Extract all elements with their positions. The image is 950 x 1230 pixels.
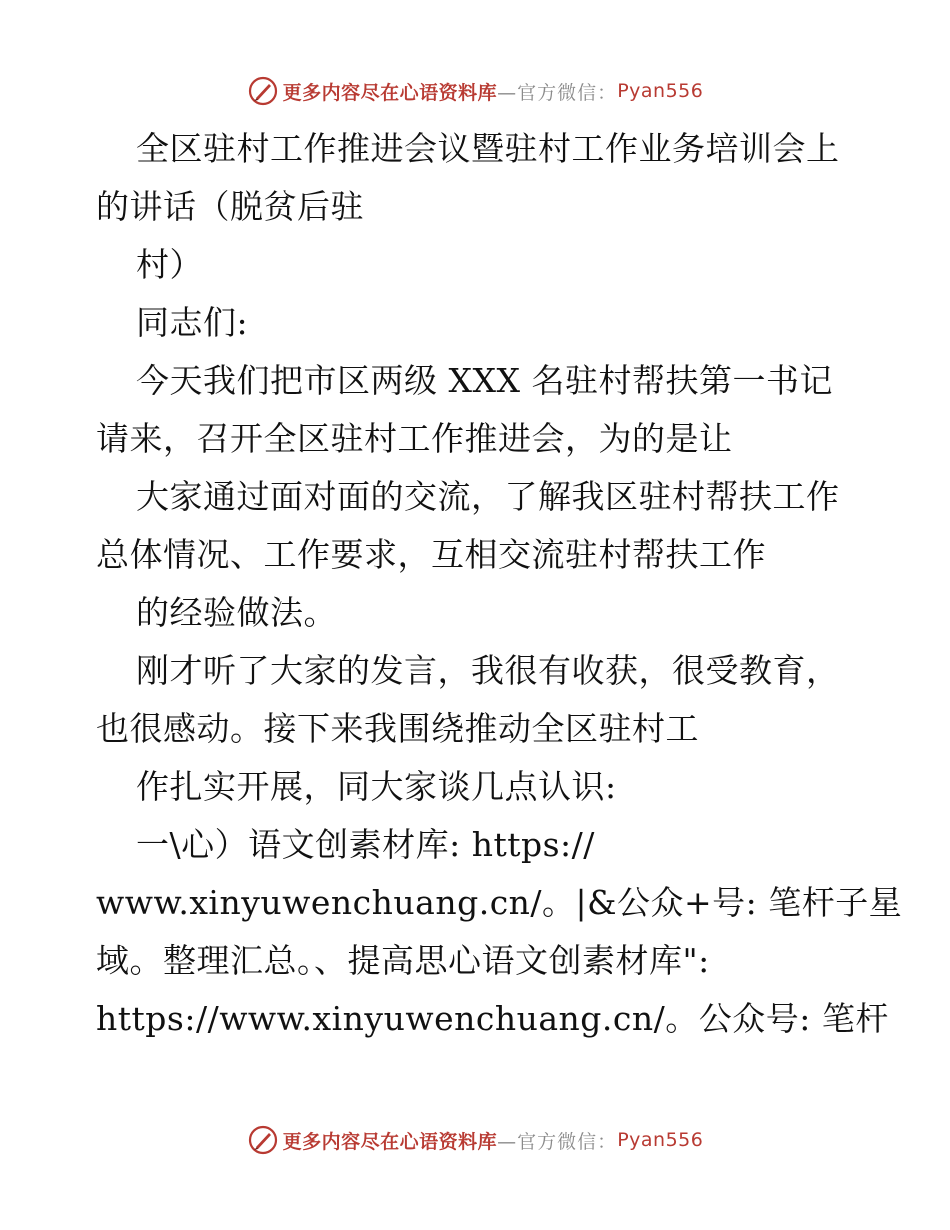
watermark-brand-text: 更多内容尽在心语资料库 (282, 81, 498, 104)
document-line: 村） (136, 245, 203, 284)
document-line: 一\心）语文创素材库: https:// (136, 825, 595, 864)
document-line: 同志们: (136, 303, 249, 342)
watermark-label-text: —官方微信： (497, 81, 618, 104)
document-line: 总体情况、工作要求，互相交流驻村帮扶工作 (96, 535, 766, 574)
footer-watermark (0, 1123, 950, 1157)
document-line: www.xinyuwenchuang.cn/。|&公众+号: 笔杆子星 (96, 883, 903, 922)
quill-pen-logo-icon (247, 1124, 279, 1156)
document-line: 请来，召开全区驻村工作推进会，为的是让 (96, 419, 733, 458)
document-line: 全区驻村工作推进会议暨驻村工作业务培训会上 (136, 129, 840, 168)
document-line: 的讲话（脱贫后驻 (96, 187, 364, 226)
header-watermark (0, 74, 950, 108)
document-body (96, 120, 903, 1048)
watermark-wechat-id: Pyan556 (617, 1129, 704, 1151)
watermark-label-text: —官方微信： (497, 1130, 618, 1153)
document-line: https://www.xinyuwenchuang.cn/。公众号: 笔杆 (96, 999, 889, 1038)
document-line: 域。整理汇总。、提高思心语文创素材库": (96, 941, 710, 980)
quill-pen-logo-icon (247, 75, 279, 107)
document-line: 也很感动。接下来我围绕推动全区驻村工 (96, 709, 699, 748)
document-line: 作扎实开展，同大家谈几点认识: (136, 767, 617, 806)
document-line: 刚才听了大家的发言，我很有收获，很受教育， (136, 651, 840, 690)
watermark-brand-text: 更多内容尽在心语资料库 (282, 1130, 498, 1153)
watermark-wechat-id: Pyan556 (617, 80, 704, 102)
document-line: 的经验做法。 (136, 593, 337, 632)
document-line: 今天我们把市区两级 XXX 名驻村帮扶第一书记 (136, 361, 833, 400)
document-line: 大家通过面对面的交流，了解我区驻村帮扶工作 (136, 477, 840, 516)
